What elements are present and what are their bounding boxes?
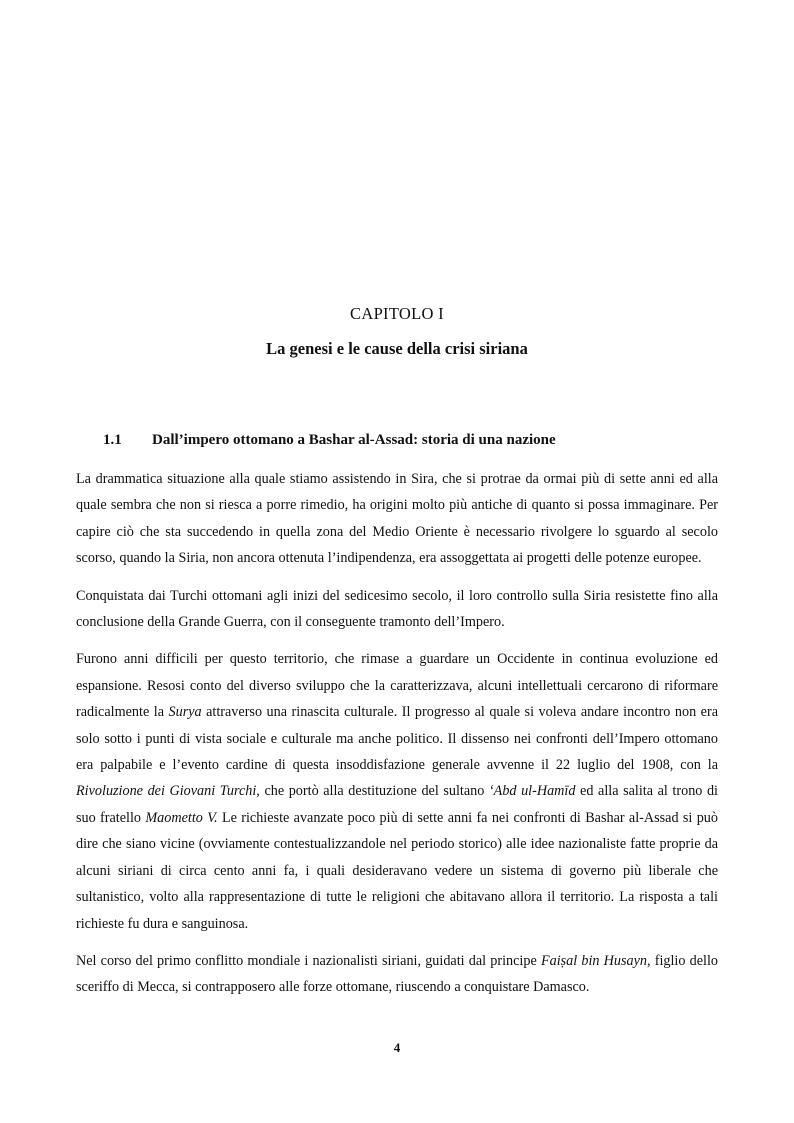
paragraph-4 [76,948,718,1001]
paragraph-text: La drammatica situazione alla quale stiamo assistendo in Sira, che si protrae da ormai più di sette anni ed alla quale sembra che non si riesca a porre rimedio, ha origini molto più antiche di quanto si possa immaginare. Per capire ciò che sta succedendo in quella zona del Medio Oriente è necessario rivolgere lo sguardo al secolo scorso, quando la Siria, non ancora ottenuta l’indipendenza, era assoggettata ai progetti delle potenze europee. [76,471,718,567]
paragraph-text: Nel corso del primo conflitto mondiale i nazionalisti siriani, guidati dal principe [76,952,541,969]
paragraph-text: figlio dello sceriffo di Mecca, si contrapposero alle forze ottomane, riuscendo a conquistare Damasco. [76,952,719,996]
paragraph-text: che portò alla destituzione del sultano [259,783,489,800]
paragraph-text: Le richieste avanzate poco più di sette anni fa nei confronti di Bashar al-Assad si può dire che siano vicine (ovviamente contestualizzandole nel periodo storico) alle idee nazionaliste fatte proprie da alcuni siriani di circa cento anni fa, i quali desideravano vedere un sistema di governo più liberale che sultanistico, volto alla rappresentazione di tutte le religioni che abitavano allora il territorio. La risposta a tali richieste fu dura e sanguinosa. [76,809,718,932]
italic-term: Surya [168,704,202,721]
paragraph-text: attraverso una rinascita culturale. Il progresso al quale si voleva andare incontro non era solo sotto i punti di vista sociale e culturale ma anche politico. Il dissenso nei confronti dell’Impero ottomano era palpabile e l’evento cardine di questa insoddisfazione generale avvenne il 22 luglio del 1908, con la [76,704,718,774]
section-heading [103,432,556,449]
paragraph-text: ed alla salita al trono di suo fratello [76,783,718,826]
paragraph-1 [76,466,718,572]
section-title: Dall’impero ottomano a Bashar al-Assad: storia di una nazione [152,432,556,448]
section-number: 1.1 [103,432,122,448]
paragraph-text: Furono anni difficili per questo territorio, che rimase a guardare un Occidente in continua evoluzione ed espansione. Resosi conto del diverso sviluppo che la caratterizzava, alcuni intellettuali cercarono di riformare radicalmente la [76,651,718,721]
paragraph-3 [76,646,718,936]
italic-term: Maometto V. [145,809,218,826]
body-text [76,466,718,1012]
italic-term: Faiṣal bin Husayn, [540,952,651,969]
page-number: 4 [393,1040,401,1055]
chapter-title: La genesi e le cause della crisi siriana [266,339,528,358]
chapter-label: CAPITOLO I [350,304,444,323]
paragraph-2 [76,583,718,636]
italic-term: Rivoluzione dei Giovani Turchi, [76,783,260,800]
italic-term: ‘Abd ul-Hamīd [488,783,576,800]
paragraph-text: Conquistata dai Turchi ottomani agli inizi del sedicesimo secolo, il loro controllo sulla Siria resistette fino alla conclusione della Grande Guerra, con il conseguente tramonto dell’Impero. [76,587,718,631]
